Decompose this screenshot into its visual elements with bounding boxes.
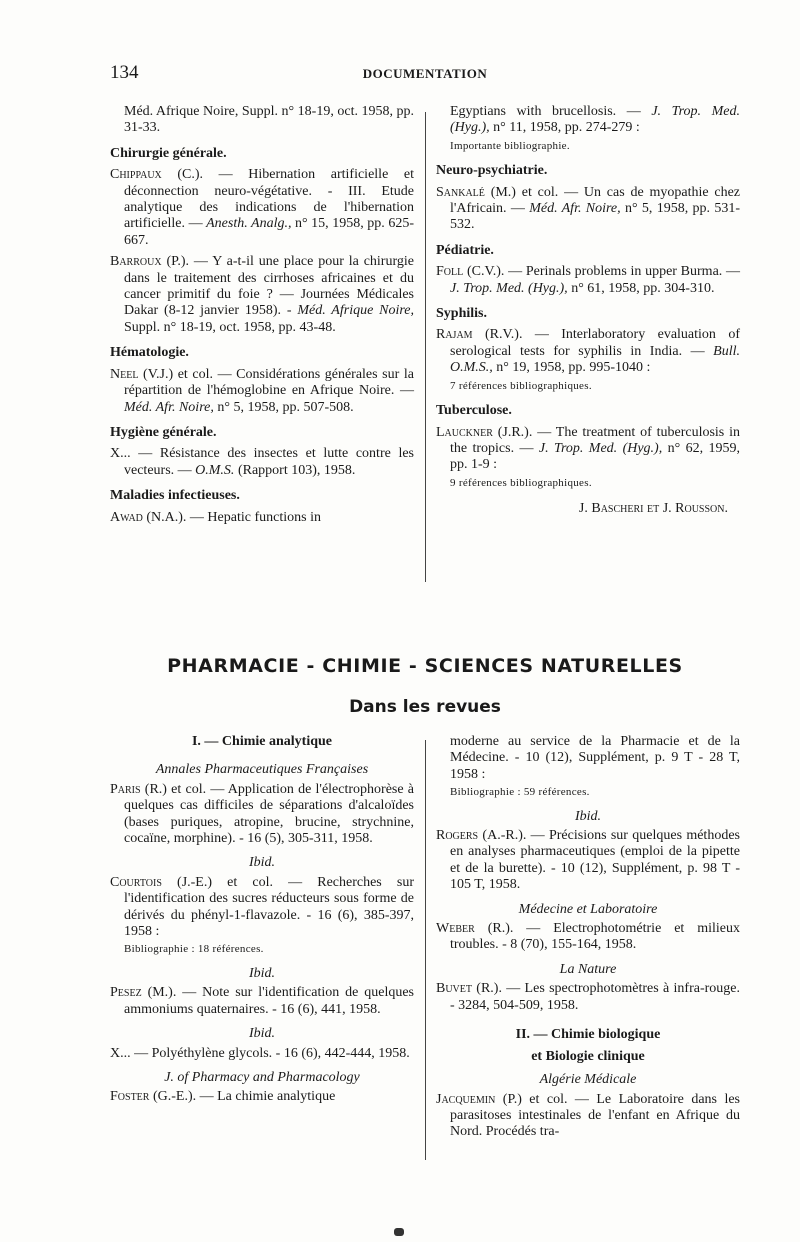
section-heading: Maladies infectieuses. bbox=[110, 488, 240, 504]
journal-name: Anesth. Analg., bbox=[206, 216, 292, 232]
journal-heading: Algérie Médicale bbox=[539, 1072, 637, 1088]
section-heading: Pédiatrie. bbox=[436, 242, 494, 258]
journal-heading: Ibid. bbox=[574, 808, 602, 824]
column-divider bbox=[425, 740, 426, 1160]
section-title: PHARMACIE - CHIMIE - SCIENCES NATURELLES bbox=[167, 655, 683, 677]
journal-heading: Médecine et Laboratoire bbox=[518, 901, 658, 917]
section-heading: Hygiène générale. bbox=[110, 424, 217, 440]
journal-name: Méd. Afr. Noire, bbox=[124, 399, 214, 415]
citation-text: n° 5, 1958, pp. 507-508. bbox=[213, 399, 354, 415]
entry-rajam bbox=[436, 327, 740, 376]
citation-text: n° 5, 1958, pp. 531-532. bbox=[450, 201, 740, 233]
author: Foll bbox=[436, 264, 464, 280]
author: Pesez bbox=[110, 985, 142, 1001]
part-heading: I. — Chimie analytique bbox=[191, 734, 332, 749]
part-heading-line: II. — Chimie biologique bbox=[515, 1027, 661, 1043]
citation-text: Méd. Afrique Noire, Suppl. n° 18-19, oct. 1958, pp. 31-33. bbox=[124, 104, 414, 136]
entry-sankale bbox=[436, 185, 740, 234]
journal-name: J. Trop. Med. (Hyg.), bbox=[450, 104, 740, 136]
section-heading: Hématologie. bbox=[110, 345, 189, 361]
citation-text: (R.V.). — Interlaboratory evaluation of serological tests for syphilis in India. — bbox=[450, 327, 740, 359]
bibliography-note: Importante bibliographie. bbox=[450, 139, 570, 152]
entry-chippaux bbox=[110, 167, 414, 249]
citation-text: (C.V.). — Perinals problems in upper Burma. — bbox=[463, 264, 740, 280]
journal-heading: J. of Pharmacy and Pharmacology bbox=[164, 1069, 360, 1085]
author: Paris bbox=[110, 781, 141, 797]
journal-name: Bull. O.M.S., bbox=[450, 343, 740, 376]
citation-text: (R.) et col. — Application de l'électrophorèse à quelques cas difficiles de séparations d'alcaloïdes (bases puriques, atropine, brucine, strychnine, cocaïne, morphine). - 16 (5), 305-311, 1958. bbox=[124, 781, 414, 847]
journal-heading: Ibid. bbox=[248, 965, 276, 981]
citation-text: Egyptians with brucellosis. — bbox=[450, 104, 652, 119]
journal-name: J. Trop. Med. (Hyg.), bbox=[538, 440, 663, 456]
bibliography-note: Bibliographie : 59 références. bbox=[450, 786, 590, 799]
entry-jacquemin bbox=[436, 1092, 740, 1141]
citation-text: (J.R.). — The treatment of tuberculosis in the tropics. — bbox=[450, 424, 740, 456]
journal-heading: Ibid. bbox=[248, 1026, 276, 1042]
citation-text: n° 15, 1958, pp. 625-667. bbox=[124, 216, 414, 248]
citation-text: (J.-E.) et col. — Recherches sur l'identification des sucres réducteurs sous forme de dérivés du phényl-1-flavazole. - 16 (6), 385-397, 1958 : bbox=[124, 874, 414, 940]
bottom-right-column bbox=[436, 734, 740, 1146]
entry-neel bbox=[110, 367, 414, 416]
author: Barroux bbox=[110, 254, 162, 270]
section-heading: Tuberculose. bbox=[436, 403, 512, 419]
citation-text: (N.A.). — Hepatic functions in bbox=[142, 509, 321, 525]
author: Foster bbox=[110, 1089, 150, 1105]
citation-text: — Polyéthylène glycols. - 16 (6), 442-444, 1958. bbox=[130, 1045, 410, 1061]
entry-lauckner bbox=[436, 425, 740, 474]
top-left-column bbox=[110, 104, 414, 531]
author: Buvet bbox=[436, 981, 472, 997]
citation-text: — Résistance des insectes et lutte contre les vecteurs. — bbox=[124, 446, 414, 478]
top-right-column bbox=[436, 104, 740, 518]
author: Weber bbox=[436, 921, 475, 937]
citation-text: (P.) et col. — Le Laboratoire dans les parasitoses intestinales de l'enfant en Afrique du Nord. Procédés tra- bbox=[450, 1091, 740, 1140]
author: Neel bbox=[110, 366, 139, 382]
entry-weber bbox=[436, 921, 740, 954]
section-heading: Neuro-psychiatrie. bbox=[436, 163, 548, 179]
running-head bbox=[110, 62, 740, 86]
author: X... bbox=[110, 1045, 131, 1061]
entry-awad bbox=[110, 510, 414, 526]
entry-continuation: moderne au service de la Pharmacie et de la Médecine. - 10 (12), Supplément, p. 9 T - 28 T, 1958 : bbox=[450, 734, 740, 782]
citation-text: (A.-R.). — Précisions sur quelques méthodes en analyses pharmaceutiques (emploi de la pipette et de la burette). - 10 (12), Supplément, p. 98 T - 105 T, 1958. bbox=[450, 828, 740, 893]
citation-text: (Rapport 103), 1958. bbox=[234, 462, 356, 478]
citation-text: n° 19, 1958, pp. 995-1040 : bbox=[492, 360, 651, 376]
citation-text: (R.). — Les spectrophotomètres à infra-rouge. - 3284, 504-509, 1958. bbox=[450, 981, 740, 1013]
citation-text: n° 61, 1958, pp. 304-310. bbox=[567, 280, 715, 296]
author: Sankalé bbox=[436, 184, 485, 200]
part-heading bbox=[436, 1024, 740, 1068]
part-heading-line: et Biologie clinique bbox=[531, 1049, 645, 1065]
journal-name: O.M.S. bbox=[195, 462, 235, 478]
entry-foster bbox=[110, 1089, 414, 1105]
citation-text: (C.). — Hibernation artificielle et déconnection neuro-végétative. - III. Etude analytique des indications de l'hibernation artificielle. — bbox=[124, 167, 414, 232]
bibliography-note: 9 références bibliographiques. bbox=[450, 476, 592, 489]
section-heading: Chirurgie générale. bbox=[110, 145, 227, 161]
author: Chippaux bbox=[110, 167, 162, 183]
citation-text: (P.). — Y a-t-il une place pour la chirurgie dans le traitement des cirrhoses africaines et du cancer primitif du foie ? — Journées Médicales Dakar (8-12 janvier 1958). - bbox=[124, 254, 414, 319]
author: Rajam bbox=[436, 327, 473, 343]
printer-mark bbox=[394, 1228, 404, 1236]
author: Rogers bbox=[436, 828, 479, 844]
entry-rogers bbox=[436, 828, 740, 894]
journal-name: Méd. Afrique Noire, bbox=[297, 303, 414, 319]
entry-buvet bbox=[436, 981, 740, 1014]
citation-text: (R.). — Electrophotométrie et milieux troubles. - 8 (70), 155-164, 1958. bbox=[450, 921, 740, 953]
journal-name: Méd. Afr. Noire, bbox=[529, 201, 621, 217]
entry-paris bbox=[110, 782, 414, 848]
author: Lauckner bbox=[436, 424, 493, 440]
bibliography-note: Bibliographie : 18 références. bbox=[124, 943, 264, 956]
section-heading: Syphilis. bbox=[436, 306, 487, 322]
journal-heading: Annales Pharmaceutiques Françaises bbox=[155, 762, 369, 778]
author: Awad bbox=[110, 509, 143, 525]
entry-pesez bbox=[110, 985, 414, 1018]
entry-x bbox=[110, 446, 414, 479]
citation-text: (V.J.) et col. — Considérations générales sur la répartition de l'hémoglobine en Afrique Noire. — bbox=[124, 366, 414, 399]
entry-foll bbox=[436, 264, 740, 297]
bottom-left-column bbox=[110, 734, 414, 1111]
citation-text: (G.-E.). — La chimie analytique bbox=[149, 1089, 336, 1105]
entry-barroux bbox=[110, 254, 414, 336]
journal-name: J. Trop. Med. (Hyg.), bbox=[450, 280, 568, 296]
entry-courtois bbox=[110, 875, 414, 941]
bibliography-note: 7 références bibliographiques. bbox=[450, 379, 592, 392]
entry-continuation bbox=[436, 104, 740, 137]
column-divider bbox=[425, 112, 426, 582]
author: Courtois bbox=[110, 874, 162, 890]
section-subtitle: Dans les revues bbox=[349, 697, 501, 717]
journal-heading: Ibid. bbox=[248, 855, 276, 871]
citation-text: n° 62, 1959, pp. 1-9 : bbox=[450, 440, 740, 473]
page-number: 134 bbox=[110, 62, 139, 83]
author: X... bbox=[110, 446, 131, 462]
running-title: DOCUMENTATION bbox=[362, 66, 488, 81]
signature: J. Bascheri et J. Rousson. bbox=[578, 501, 728, 517]
entry-x2 bbox=[110, 1046, 414, 1062]
author: Jacquemin bbox=[436, 1091, 496, 1107]
citation-text: n° 11, 1958, pp. 274-279 : bbox=[489, 120, 640, 136]
citation-text: Suppl. n° 18-19, oct. 1958, pp. 43-48. bbox=[124, 319, 336, 335]
journal-heading: La Nature bbox=[559, 961, 617, 977]
entry-continuation bbox=[110, 104, 414, 137]
citation-text: (M.) et col. — Un cas de myopathie chez l'Africain. — bbox=[450, 184, 740, 217]
citation-text: (M.). — Note sur l'identification de quelques ammoniums quaternaires. - 16 (6), 441, 1958. bbox=[124, 985, 414, 1017]
